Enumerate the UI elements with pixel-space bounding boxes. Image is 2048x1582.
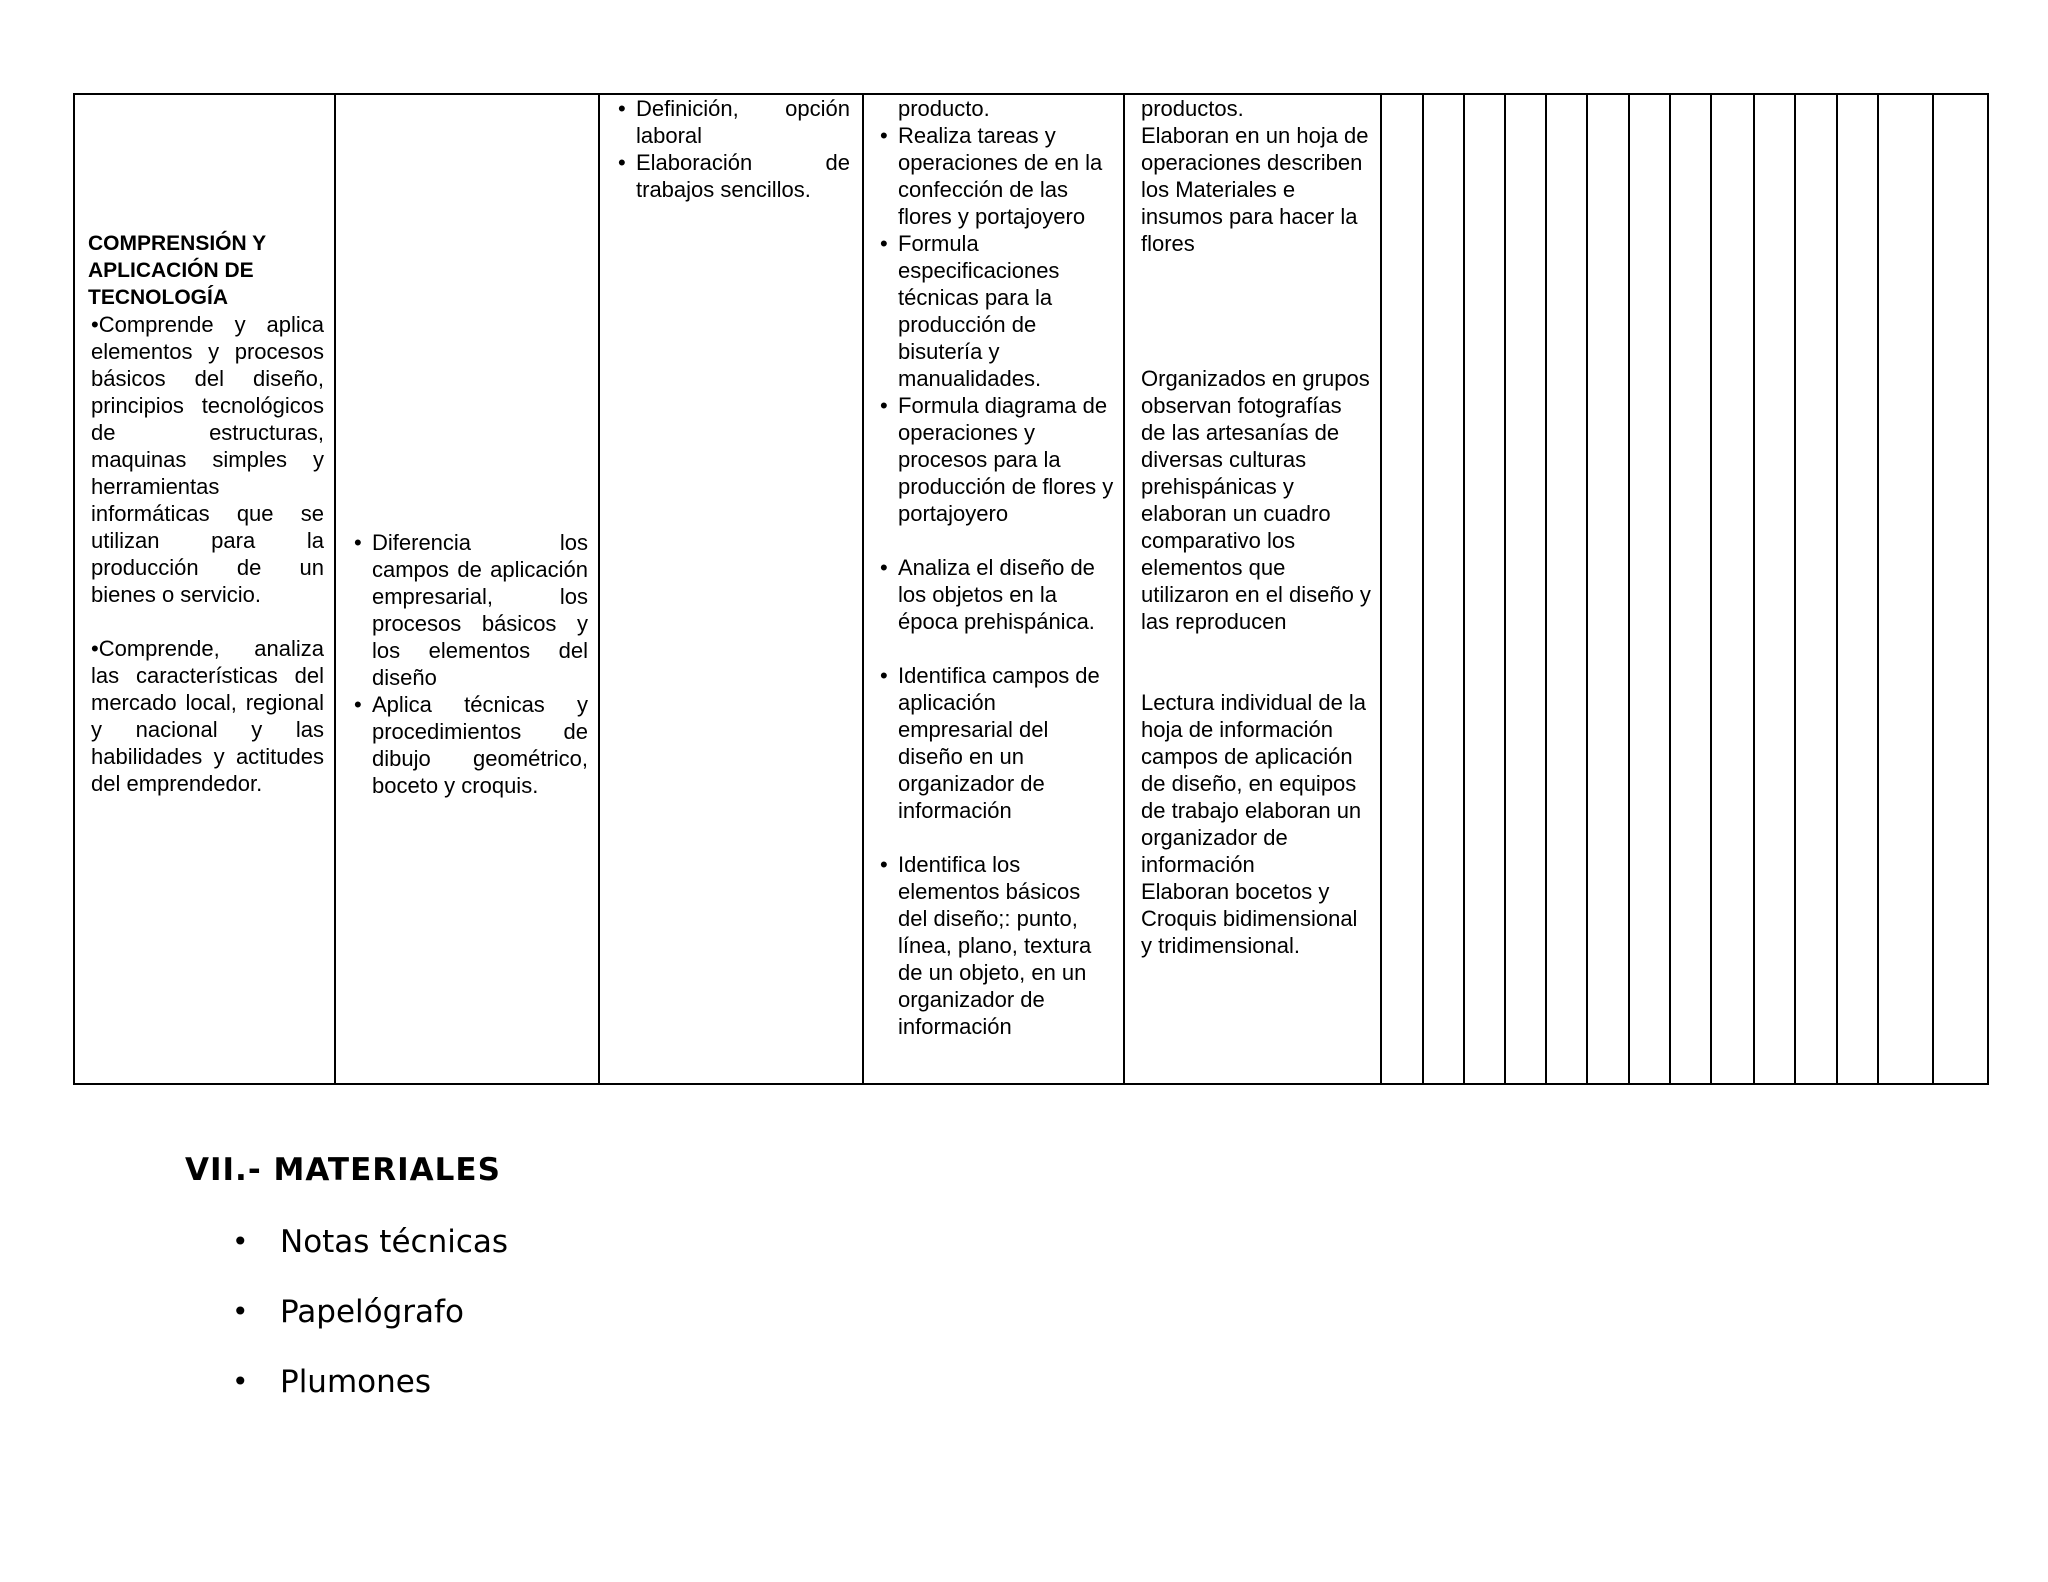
- empty-cell: [1464, 94, 1505, 1084]
- empty-cell: [1546, 94, 1587, 1084]
- capacidad-item: • Diferencia los campos de aplicación empresarial, los procesos básicos y los elementos del diseño: [354, 529, 588, 691]
- list-item: • Plumones: [232, 1362, 508, 1432]
- actividad-item: Lectura individual de la hoja de información campos de aplicación de diseño, en equipos de trabajo elaboran un organizador de información: [1141, 690, 1367, 877]
- empty-cell: [1670, 94, 1711, 1084]
- empty-cell: [1587, 94, 1629, 1084]
- actividad-item: Organizados en grupos observan fotografías de las artesanías de diversas culturas prehispánicas y elaboran un cuadro comparativo los elementos que utilizaron en el diseño y las reproducen: [1141, 366, 1371, 634]
- table-row: [74, 94, 1988, 1084]
- empty-cell: [1629, 94, 1670, 1084]
- empty-cell: [1423, 94, 1464, 1084]
- empty-cell: [1711, 94, 1754, 1084]
- section-title: VII.- MATERIALES: [185, 1152, 501, 1188]
- materials-list: [232, 1222, 508, 1432]
- capacidad-item: • Aplica técnicas y procedimientos de dibujo geométrico, boceto y croquis.: [354, 691, 588, 799]
- indicador-item: • Formula especificaciones técnicas para la producción de bisutería y manualidades.: [880, 230, 1115, 392]
- list-item: • Papelógrafo: [232, 1292, 508, 1362]
- competencia-item: •Comprende, analiza las características del mercado local, regional y nacional y las habilidades y actitudes del emprendedor.: [91, 636, 324, 796]
- actividad-item: productos.: [1141, 96, 1244, 121]
- empty-cell: [1837, 94, 1878, 1084]
- planning-table: [73, 93, 1989, 1085]
- conocimiento-item: • Elaboración de trabajos sencillos.: [618, 149, 850, 203]
- competencia-heading: COMPRENSIÓN Y APLICACIÓN DE TECNOLOGÍA: [88, 232, 266, 309]
- competencia-cell: [74, 94, 335, 1084]
- indicador-continuation: producto.: [898, 96, 990, 121]
- conocimiento-item: • Definición, opción laboral: [618, 95, 850, 149]
- empty-cell: [1933, 94, 1988, 1084]
- empty-cell: [1795, 94, 1837, 1084]
- indicador-item: • Identifica los elementos básicos del diseño;: punto, línea, plano, textura de un objeto, en un organizador de información: [880, 851, 1115, 1040]
- actividades-cell: [1124, 94, 1381, 1084]
- empty-cell: [1878, 94, 1933, 1084]
- empty-cell: [1505, 94, 1546, 1084]
- indicador-item: • Identifica campos de aplicación empresarial del diseño en un organizador de información: [880, 662, 1115, 824]
- indicador-item: • Formula diagrama de operaciones y procesos para la producción de flores y portajoyero: [880, 392, 1115, 527]
- indicadores-cell: [863, 94, 1124, 1084]
- indicador-item: • Analiza el diseño de los objetos en la época prehispánica.: [880, 554, 1115, 635]
- empty-cell: [1381, 94, 1423, 1084]
- list-item: • Notas técnicas: [232, 1222, 508, 1292]
- actividad-item: Elaboran en un hoja de operaciones describen los Materiales e insumos para hacer la flores: [1141, 123, 1369, 256]
- empty-cell: [1754, 94, 1795, 1084]
- conocimientos-cell: [599, 94, 863, 1084]
- capacidades-cell: [335, 94, 599, 1084]
- indicador-item: • Realiza tareas y operaciones de en la confección de las flores y portajoyero: [880, 122, 1115, 230]
- actividad-item: Elaboran bocetos y Croquis bidimensional y tridimensional.: [1141, 879, 1358, 958]
- competencia-item: •Comprende y aplica elementos y procesos básicos del diseño, principios tecnológicos de estructuras, maquinas simples y herramientas informáticas que se utilizan para la producción de un bienes o servicio.: [91, 312, 324, 607]
